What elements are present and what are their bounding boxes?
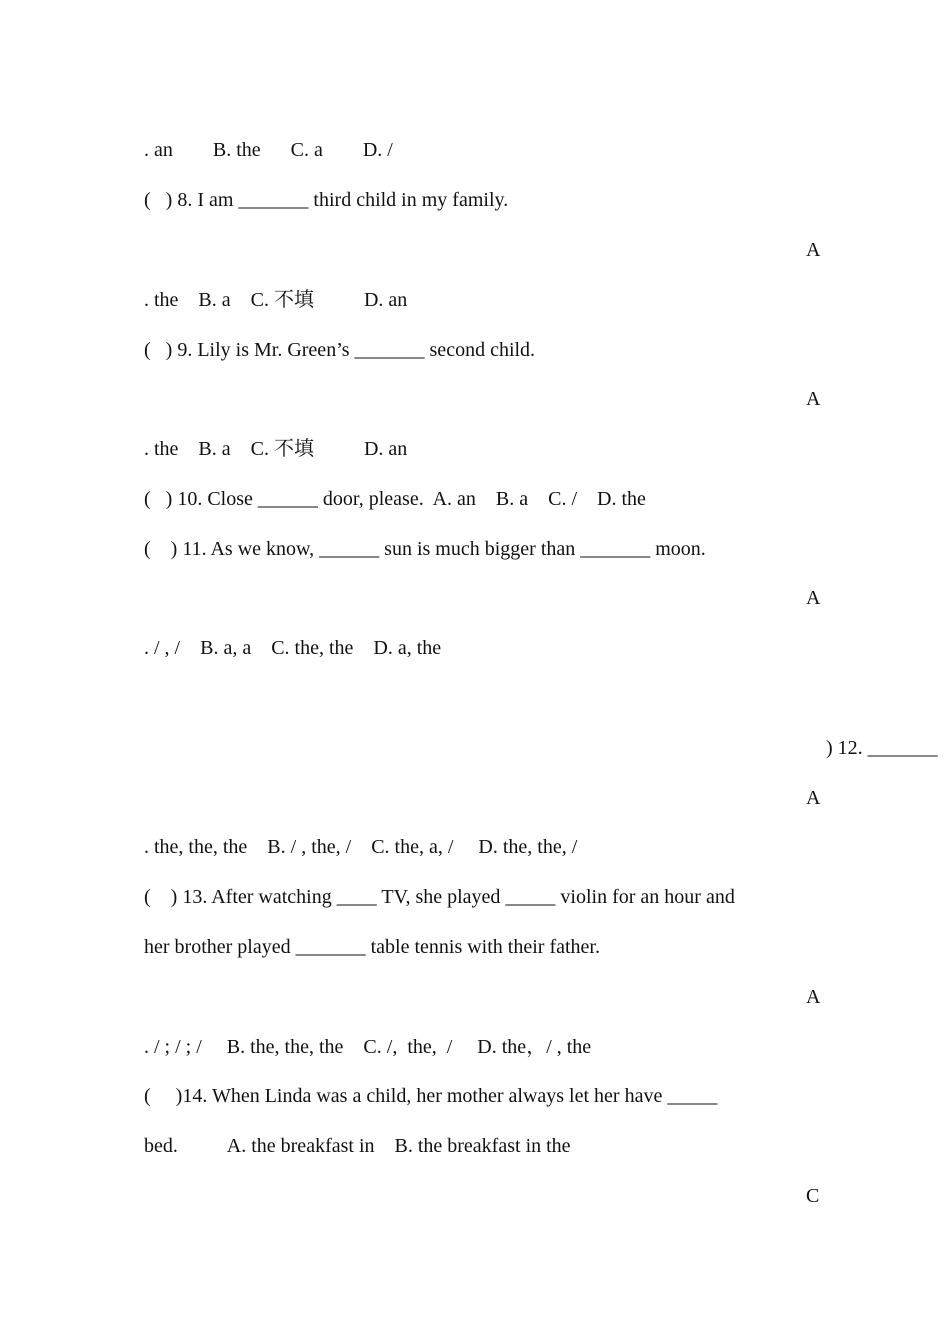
q13-options: . / ; / ; / B. the, the, the C. /, the, / D. the，/ , the: [144, 1036, 592, 1058]
q11-stem: ( ) 11. As we know, ______ sun is much bigger than _______ moon.: [144, 538, 706, 560]
q7-options: . an B. the C. a D. /: [144, 139, 393, 161]
q12-options: . the, the, the B. / , the, / C. the, a, / D. the, the, /: [144, 836, 578, 858]
q14-stem-line1: ( )14. When Linda was a child, her mother always let her have _____: [144, 1085, 718, 1107]
q14-option-c-letter: C: [806, 1185, 820, 1207]
q11-option-a-letter: A: [806, 587, 821, 609]
q8-option-a-letter: A: [806, 239, 821, 261]
q12-option-a-letter: A: [806, 787, 821, 809]
q12-stem: ) 12. _______: [826, 737, 938, 759]
q13-stem-line1: ( ) 13. After watching ____ TV, she played _____ violin for an hour and: [144, 886, 735, 908]
q9-stem: ( ) 9. Lily is Mr. Green’s _______ second child.: [144, 339, 536, 361]
q13-option-a-letter: A: [806, 986, 821, 1008]
q9-options: . the B. a C. 不填 D. an: [144, 438, 408, 460]
q14-stem-line2: bed. A. the breakfast in B. the breakfast in the: [144, 1135, 571, 1157]
q8-stem: ( ) 8. I am _______ third child in my family.: [144, 189, 509, 211]
q11-options: . / , / B. a, a C. the, the D. a, the: [144, 637, 442, 659]
q10-stem: ( ) 10. Close ______ door, please. A. an B. a C. / D. the: [144, 488, 646, 510]
q13-stem-line2: her brother played _______ table tennis with their father.: [144, 936, 600, 958]
q8-options: . the B. a C. 不填 D. an: [144, 289, 408, 311]
q9-option-a-letter: A: [806, 388, 821, 410]
